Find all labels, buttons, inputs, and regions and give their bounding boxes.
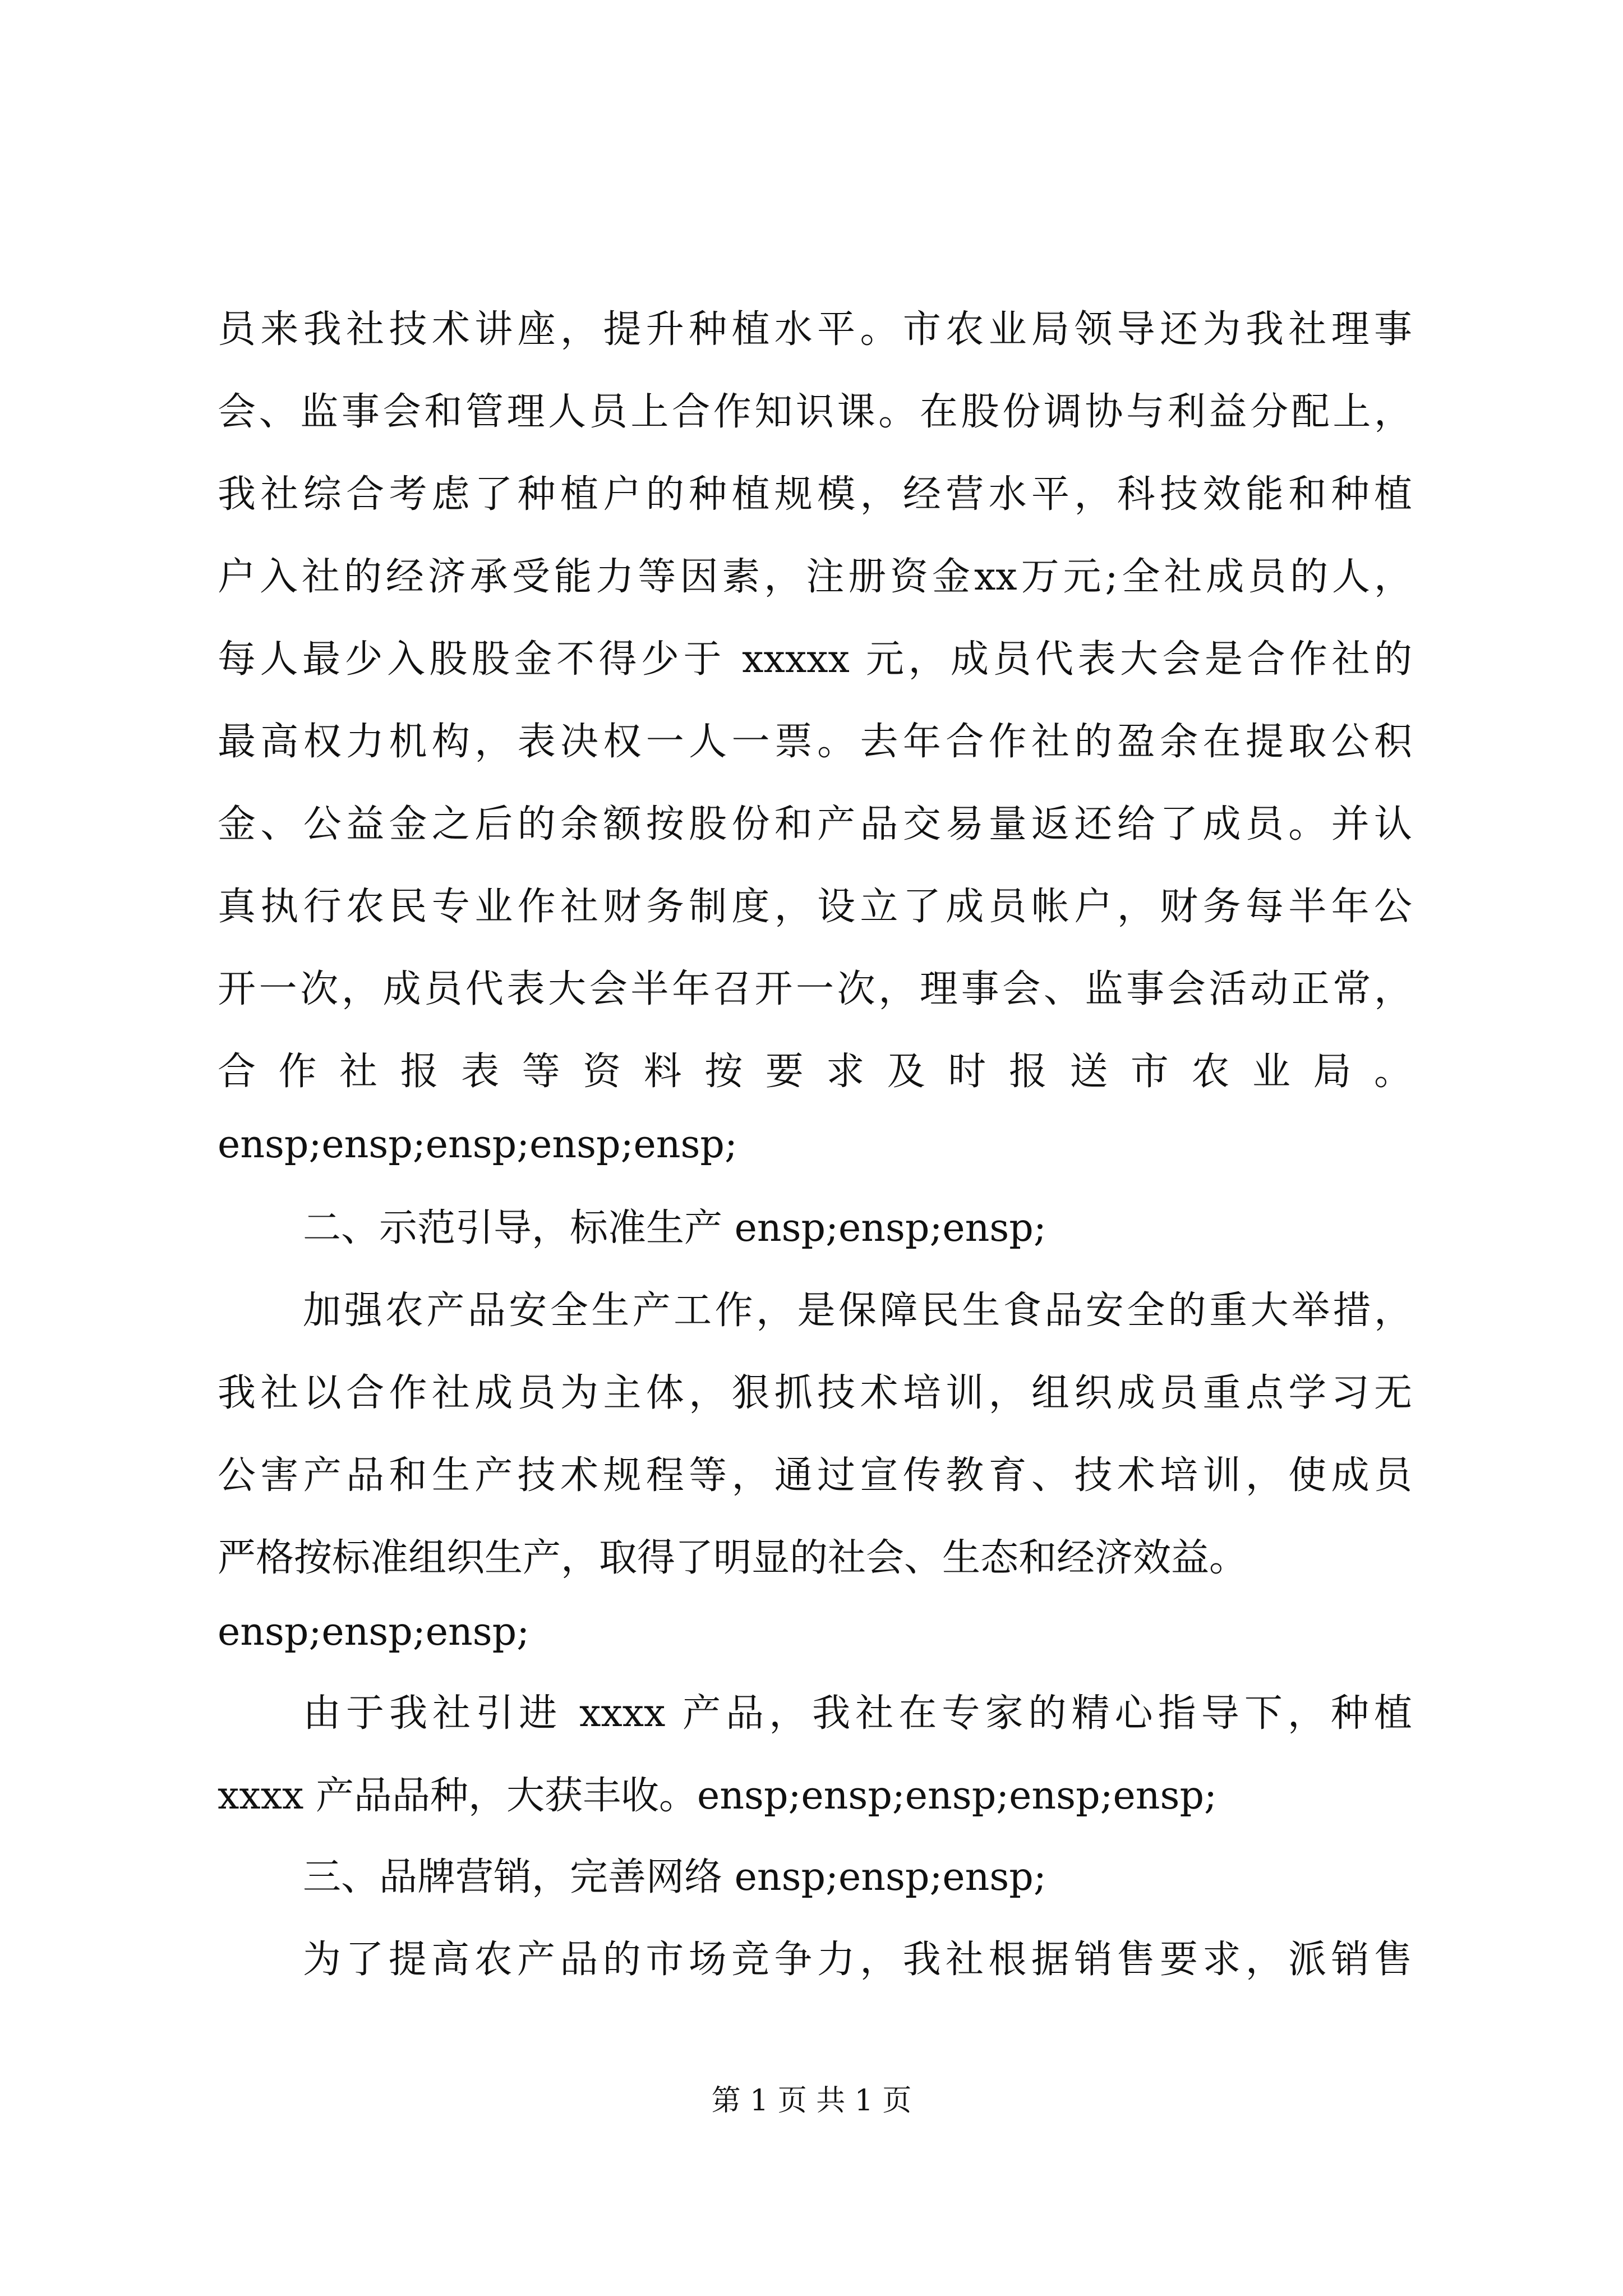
body-text-line: 每人最少入股股金不得少于 xxxxx 元，成员代表大会是合作社的 xyxy=(218,637,1412,682)
body-text-line: 为了提高农产品的市场竞争力，我社根据销售要求，派销售 xyxy=(303,1938,1412,1982)
body-text-line: 员来我社技术讲座，提升种植水平。市农业局领导还为我社理事 xyxy=(218,307,1412,352)
body-text-line: 由于我社引进 xxxx 产品，我社在专家的精心指导下，种植 xyxy=(303,1691,1412,1736)
section-heading: 二、示范引导，标准生产 ensp;ensp;ensp; xyxy=(303,1206,1046,1250)
body-text-line: 金、公益金之后的余额按股份和产品交易量返还给了成员。并认 xyxy=(218,802,1412,846)
body-text-line: ensp;ensp;ensp; xyxy=(218,1610,530,1654)
body-text-line: 我社综合考虑了种植户的种植规模，经营水平，科技效能和种植 xyxy=(218,472,1412,517)
body-text-line: xxxx 产品品种，大获丰收。ensp;ensp;ensp;ensp;ensp; xyxy=(218,1774,1217,1818)
section-heading: 三、品牌营销，完善网络 ensp;ensp;ensp; xyxy=(303,1855,1046,1899)
body-text-line: 真执行农民专业作社财务制度，设立了成员帐户，财务每半年公 xyxy=(218,885,1412,929)
body-text-line: 加强农产品安全生产工作，是保障民生食品安全的重大举措， xyxy=(303,1289,1412,1333)
page-footer: 第 1 页 共 1 页 xyxy=(711,2084,912,2118)
body-text-line: 最高权力机构，表决权一人一票。去年合作社的盈余在提取公积 xyxy=(218,720,1412,764)
body-text-line: 合作社报表等资料按要求及时报送市农业局。 xyxy=(218,1050,1412,1094)
body-text-line: 严格按标准组织生产，取得了明显的社会、生态和经济效益。 xyxy=(218,1536,1248,1580)
body-text-line: 会、监事会和管理人员上合作知识课。在股份调协与利益分配上， xyxy=(218,390,1412,434)
body-text-line: 开一次，成员代表大会半年召开一次，理事会、监事会活动正常， xyxy=(218,967,1412,1011)
body-text-line: 公害产品和生产技术规程等，通过宣传教育、技术培训，使成员 xyxy=(218,1453,1412,1498)
body-text-line: 户入社的经济承受能力等因素，注册资金xx万元;全社成员的人， xyxy=(218,555,1412,599)
body-text-line: 我社以合作社成员为主体，狠抓技术培训，组织成员重点学习无 xyxy=(218,1371,1412,1415)
body-text-line: ensp;ensp;ensp;ensp;ensp; xyxy=(218,1122,737,1167)
